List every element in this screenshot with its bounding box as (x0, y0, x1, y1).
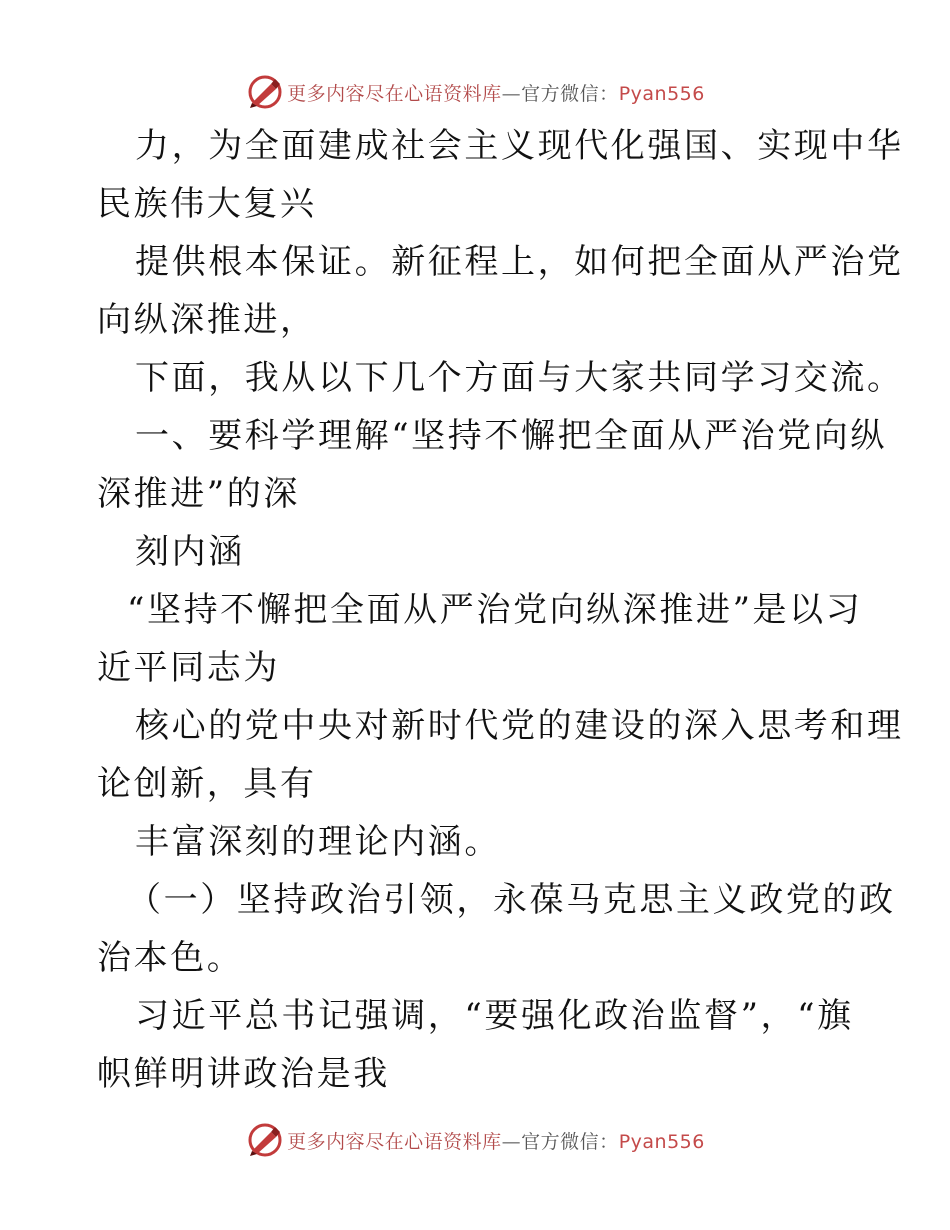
body-line: 帜鲜明讲政治是我 (97, 1054, 390, 1094)
pen-logo-icon (245, 1120, 285, 1160)
section-heading-cont: 深推进”的深 (97, 474, 300, 514)
body-line: 习近平总书记强调，“要强化政治监督”，“旗 (135, 996, 854, 1036)
body-line: 力，为全面建成社会主义现代化强国、实现中华 (135, 126, 904, 166)
subsection-heading: （一）坚持政治引领，永葆马克思主义政党的政 (127, 880, 896, 920)
watermark-text: 更多内容尽在心语资料库 (287, 82, 502, 105)
body-line: 提供根本保证。新征程上，如何把全面从严治党 (135, 242, 904, 282)
body-line: 民族伟大复兴 (97, 184, 317, 224)
section-heading: 一、要科学理解“坚持不懈把全面从严治党向纵 (135, 416, 887, 456)
pen-logo-icon (245, 72, 285, 112)
body-line: 近平同志为 (97, 648, 280, 688)
body-line: 向纵深推进， (97, 300, 317, 340)
watermark-wechat-label: 官方微信： (521, 1130, 619, 1153)
body-line: 下面，我从以下几个方面与大家共同学习交流。 (135, 358, 904, 398)
watermark-dash: — (501, 1130, 522, 1153)
document-body (97, 117, 904, 1103)
watermark-text: 更多内容尽在心语资料库 (287, 1130, 502, 1153)
body-line: “坚持不懈把全面从严治党向纵深推进”是以习 (127, 590, 863, 630)
watermark-wechat-label: 官方微信： (521, 82, 619, 105)
body-line: 论创新，具有 (97, 764, 317, 804)
subsection-heading-cont: 治本色。 (97, 938, 244, 978)
header-watermark (0, 70, 950, 114)
body-line: 丰富深刻的理论内涵。 (135, 822, 501, 862)
footer-watermark (0, 1118, 950, 1162)
watermark-dash: — (501, 82, 522, 105)
body-line: 核心的党中央对新时代党的建设的深入思考和理 (135, 706, 904, 746)
section-heading-cont: 刻内涵 (135, 532, 245, 572)
watermark-wechat-id: Pyan556 (618, 82, 705, 105)
watermark-wechat-id: Pyan556 (618, 1130, 705, 1153)
